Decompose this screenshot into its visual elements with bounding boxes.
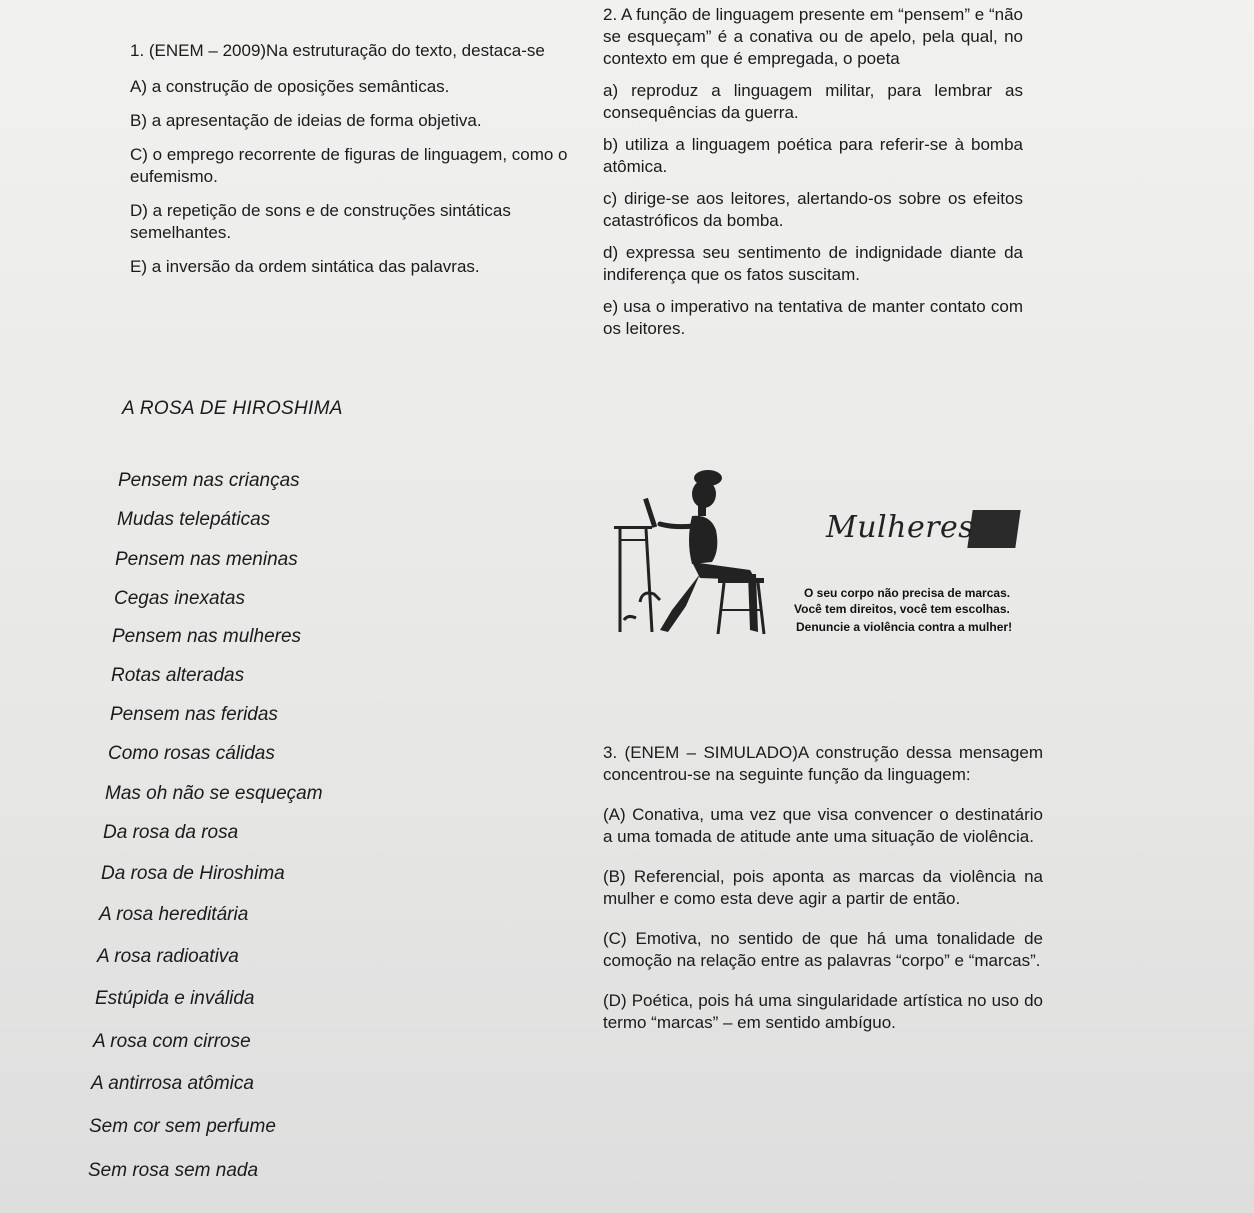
poem-line: Pensem nas meninas	[115, 549, 298, 570]
poem-line: Rotas alteradas	[111, 665, 245, 686]
question-2-stem: 2. A função de linguagem presente em “pensem” e “não se esqueçam” é a conativa ou de apelo, pela qual, no contexto em que é empregada, o poeta	[603, 5, 1023, 68]
poem-line: Mas oh não se esqueçam	[105, 783, 323, 804]
poster-title: Mulheres	[826, 510, 975, 545]
question-3-option-b: (B) Referencial, pois aponta as marcas da violência na mulher e como esta deve agir a partir de então.	[603, 867, 1043, 908]
question-1-option-d: D) a repetição de sons e de construções sintáticas semelhantes.	[130, 201, 511, 242]
question-1-option-a: A) a construção de oposições semânticas.	[130, 77, 450, 96]
poem-line: Pensem nas mulheres	[112, 626, 302, 647]
campaign-poster	[600, 470, 1040, 645]
question-2-option-e: e) usa o imperativo na tentativa de manter contato com os leitores.	[603, 297, 1023, 338]
question-3	[603, 742, 1043, 1052]
poem-line: Mudas telepáticas	[117, 509, 271, 530]
question-2-option-b: b) utiliza a linguagem poética para referir-se à bomba atômica.	[603, 135, 1023, 176]
poem-line: A rosa com cirrose	[93, 1031, 251, 1052]
poem-line: Da rosa da rosa	[103, 822, 239, 843]
poster-slogan-1: O seu corpo não precisa de marcas.	[804, 586, 1011, 600]
question-1-stem: 1. (ENEM – 2009)Na estruturação do texto, destaca-se	[130, 41, 545, 60]
poem-line: A antirrosa atômica	[91, 1073, 254, 1094]
poem-line: Pensem nas crianças	[118, 470, 300, 491]
poem-line: Cegas inexatas	[114, 588, 245, 609]
question-3-option-c: (C) Emotiva, no sentido de que há uma tonalidade de comoção na relação entre as palavras “corpo” e “marcas”.	[603, 929, 1043, 970]
question-1	[130, 40, 570, 290]
question-2-option-a: a) reproduz a linguagem militar, para lembrar as consequências da guerra.	[603, 81, 1023, 122]
poem-title: A ROSA DE HIROSHIMA	[122, 398, 343, 419]
question-1-option-b: B) a apresentação de ideias de forma objetiva.	[130, 111, 482, 130]
poem-line: Pensem nas feridas	[110, 704, 278, 725]
question-2-option-d: d) expressa seu sentimento de indignidade diante da indiferença que os fatos suscitam.	[603, 243, 1023, 284]
question-3-option-d: (D) Poética, pois há uma singularidade artística no uso do termo “marcas” – em sentido ambíguo.	[603, 991, 1043, 1032]
question-2	[603, 4, 1023, 350]
poem-line: Da rosa de Hiroshima	[101, 863, 285, 884]
question-1-option-c: C) o emprego recorrente de figuras de linguagem, como o eufemismo.	[130, 145, 568, 186]
woman-silhouette-illustration	[600, 470, 800, 645]
poem-line: Sem cor sem perfume	[89, 1116, 276, 1137]
poem-line: Como rosas cálidas	[108, 743, 275, 764]
poem-line: A rosa radioativa	[97, 946, 239, 967]
poem-line: Sem rosa sem nada	[88, 1160, 259, 1181]
brush-stroke-decoration	[967, 510, 1020, 548]
question-3-option-a: (A) Conativa, uma vez que visa convencer o destinatário a uma tomada de atitude ante uma situação de violência.	[603, 805, 1043, 846]
poster-slogan-2: Você tem direitos, você tem escolhas.	[794, 602, 1010, 616]
poem-line: Estúpida e inválida	[95, 988, 255, 1009]
question-2-option-c: c) dirige-se aos leitores, alertando-os sobre os efeitos catastróficos da bomba.	[603, 189, 1023, 230]
poster-slogan-3: Denuncie a violência contra a mulher!	[796, 620, 1013, 634]
poem-line: A rosa hereditária	[99, 904, 249, 925]
question-1-option-e: E) a inversão da ordem sintática das palavras.	[130, 257, 480, 276]
question-3-stem: 3. (ENEM – SIMULADO)A construção dessa mensagem concentrou-se na seguinte função da linguagem:	[603, 743, 1043, 784]
